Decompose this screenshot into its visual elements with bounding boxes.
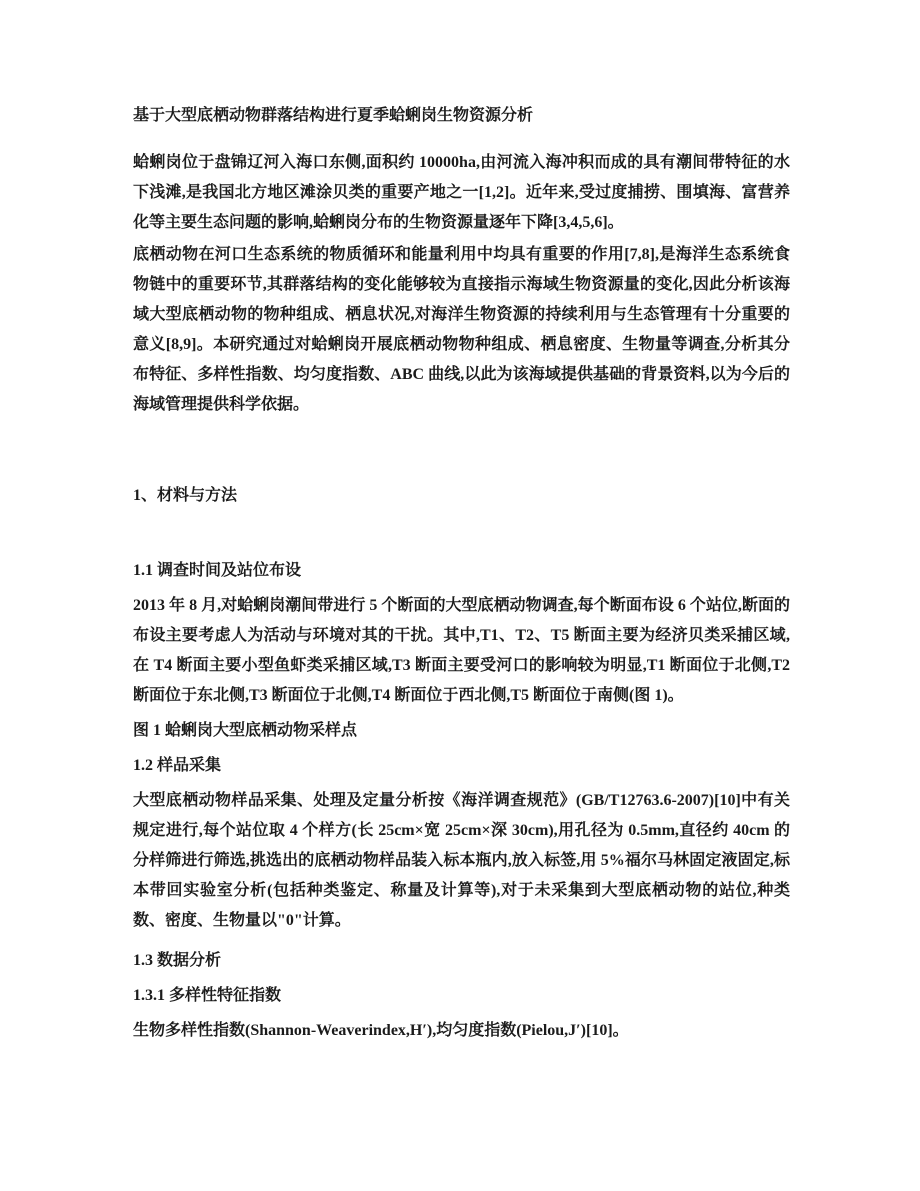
heading-data-analysis: 1.3 数据分析 bbox=[133, 952, 222, 969]
document-content bbox=[133, 101, 790, 1046]
heading-survey-time-and-stations: 1.1 调查时间及站位布设 bbox=[133, 562, 302, 579]
heading-diversity-characteristic-indices: 1.3.1 多样性特征指数 bbox=[133, 987, 282, 1004]
paragraph-survey-design: 2013 年 8 月,对蛤蜊岗潮间带进行 5 个断面的大型底栖动物调查,每个断面布设 6 个站位,断面的布设主要考虑人为活动与环境对其的干扰。其中,T1、T2、T5 断面主要为经济贝类采捕区域,在 T4 断面主要小型鱼虾类采捕区域,T3 断面主要受河口的影响较为明显,T1 断面位于北侧,T2 断面位于东北侧,T3 断面位于北侧,T4 断面位于西北侧,T5 断面位于南侧(图 1)。 bbox=[133, 597, 790, 704]
heading-sample-collection: 1.2 样品采集 bbox=[133, 757, 222, 774]
paragraph-diversity-indices: 生物多样性指数(Shannon-Weaverindex,H′),均匀度指数(Pielou,J′)[10]。 bbox=[133, 1022, 629, 1039]
paragraph-intro-2: 底栖动物在河口生态系统的物质循环和能量利用中均具有重要的作用[7,8],是海洋生态系统食物链中的重要环节,其群落结构的变化能够较为直接指示海域生物资源量的变化,因此分析该海域大型底栖动物的物种组成、栖息状况,对海洋生物资源的持续利用与生态管理有十分重要的意义[8,9]。本研究通过对蛤蜊岗开展底栖动物物种组成、栖息密度、生物量等调查,分析其分布特征、多样性指数、均匀度指数、ABC 曲线,以此为该海域提供基础的背景资料,以为今后的海域管理提供科学依据。 bbox=[133, 246, 790, 413]
document-title: 基于大型底栖动物群落结构进行夏季蛤蜊岗生物资源分析 bbox=[133, 107, 534, 124]
heading-materials-and-methods: 1、材料与方法 bbox=[133, 487, 238, 504]
paragraph-sample-collection: 大型底栖动物样品采集、处理及定量分析按《海洋调查规范》(GB/T12763.6-2007)[10]中有关规定进行,每个站位取 4 个样方(长 25cm×宽 25cm×深 30cm),用孔径为 0.5mm,直径约 40cm 的分样筛进行筛选,挑选出的底栖动物样品装入标本瓶内,放入标签,用 5%福尔马林固定液固定,标本带回实验室分析(包括种类鉴定、称量及计算等),对于未采集到大型底栖动物的站位,种类数、密度、生物量以"0"计算。 bbox=[133, 792, 790, 929]
paragraph-intro-1: 蛤蜊岗位于盘锦辽河入海口东侧,面积约 10000ha,由河流入海冲积而成的具有潮间带特征的水下浅滩,是我国北方地区滩涂贝类的重要产地之一[1,2]。近年来,受过度捕捞、围填海、富营养化等主要生态问题的影响,蛤蜊岗分布的生物资源量逐年下降[3,4,5,6]。 bbox=[133, 154, 790, 231]
figure-1-caption: 图 1 蛤蜊岗大型底栖动物采样点 bbox=[133, 722, 358, 739]
